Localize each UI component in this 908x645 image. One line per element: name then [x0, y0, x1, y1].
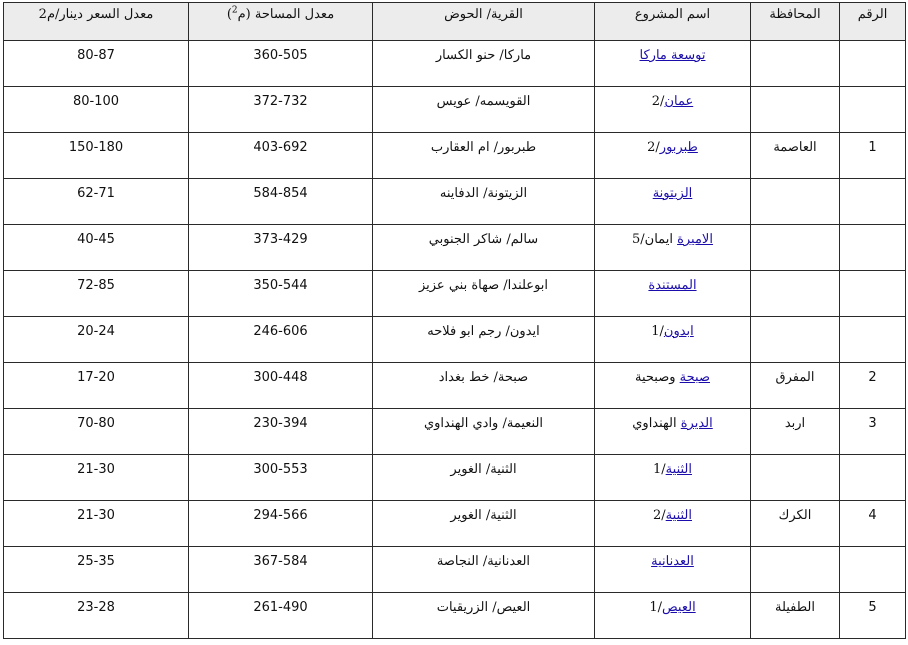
- cell-area: 294-566: [189, 501, 373, 547]
- cell-area: 246-606: [189, 317, 373, 363]
- cell-governorate: [751, 317, 840, 363]
- cell-governorate: العاصمة: [751, 133, 840, 179]
- project-link[interactable]: العيص: [661, 600, 696, 615]
- cell-project: [595, 363, 751, 409]
- table-row: [4, 133, 906, 179]
- project-suffix: الهنداوي: [632, 416, 681, 431]
- project-link[interactable]: الديرة: [680, 416, 713, 431]
- cell-village-basin: ابوعلندا/ صهاة بني عزيز: [373, 271, 595, 317]
- header-no: الرقم: [840, 3, 906, 41]
- cell-no: [840, 455, 906, 501]
- cell-project: [595, 317, 751, 363]
- project-link[interactable]: الثنية: [665, 508, 692, 523]
- cell-village-basin: سالم/ شاكر الجنوبي: [373, 225, 595, 271]
- cell-village-basin: العدنانية/ النجاصة: [373, 547, 595, 593]
- cell-area: 230-394: [189, 409, 373, 455]
- table-row: [4, 87, 906, 133]
- cell-village-basin: القويسمه/ عويس: [373, 87, 595, 133]
- cell-no: [840, 547, 906, 593]
- cell-governorate: [751, 225, 840, 271]
- table-row: [4, 547, 906, 593]
- cell-price: 21-30: [4, 501, 189, 547]
- table-row: [4, 271, 906, 317]
- cell-area: 300-448: [189, 363, 373, 409]
- project-suffix: /2: [647, 140, 660, 155]
- project-suffix: ايمان/5: [632, 232, 678, 247]
- cell-price: 23-28: [4, 593, 189, 639]
- cell-no: [840, 271, 906, 317]
- table-row: [4, 41, 906, 87]
- cell-village-basin: العيص/ الزريقيات: [373, 593, 595, 639]
- cell-project: [595, 225, 751, 271]
- cell-governorate: الطفيلة: [751, 593, 840, 639]
- cell-governorate: الكرك: [751, 501, 840, 547]
- cell-project: [595, 409, 751, 455]
- cell-price: 80-100: [4, 87, 189, 133]
- cell-village-basin: صبحة/ خط بغداد: [373, 363, 595, 409]
- cell-price: 25-35: [4, 547, 189, 593]
- cell-no: [840, 87, 906, 133]
- cell-no: 3: [840, 409, 906, 455]
- table-body: [4, 41, 906, 639]
- cell-no: [840, 179, 906, 225]
- cell-area: 367-584: [189, 547, 373, 593]
- project-suffix: /1: [651, 324, 664, 339]
- project-suffix: وصبحية: [635, 370, 680, 385]
- project-link[interactable]: عمان: [664, 94, 694, 109]
- cell-price: 70-80: [4, 409, 189, 455]
- cell-price: 62-71: [4, 179, 189, 225]
- cell-area: 350-544: [189, 271, 373, 317]
- header-governorate: المحافظة: [751, 3, 840, 41]
- cell-village-basin: الثنية/ الغوير: [373, 455, 595, 501]
- header-village-basin: القرية/ الحوض: [373, 3, 595, 41]
- table-header-row: [4, 3, 906, 41]
- cell-governorate: [751, 87, 840, 133]
- header-area-sup: 2: [231, 5, 238, 16]
- project-suffix: /1: [653, 462, 666, 477]
- cell-area: 261-490: [189, 593, 373, 639]
- cell-project: [595, 87, 751, 133]
- header-price: معدل السعر دينار/م2: [4, 3, 189, 41]
- project-link[interactable]: الاميرة: [677, 232, 713, 247]
- cell-area: 403-692: [189, 133, 373, 179]
- cell-area: 360-505: [189, 41, 373, 87]
- cell-area: 373-429: [189, 225, 373, 271]
- project-link[interactable]: طبربور: [659, 140, 698, 155]
- cell-price: 40-45: [4, 225, 189, 271]
- cell-governorate: [751, 179, 840, 225]
- cell-price: 72-85: [4, 271, 189, 317]
- project-suffix: /1: [649, 600, 662, 615]
- cell-no: [840, 317, 906, 363]
- project-link[interactable]: الثنية: [665, 462, 692, 477]
- cell-price: 21-30: [4, 455, 189, 501]
- cell-project: [595, 179, 751, 225]
- cell-governorate: المفرق: [751, 363, 840, 409]
- cell-village-basin: النعيمة/ وادي الهنداوي: [373, 409, 595, 455]
- cell-price: 150-180: [4, 133, 189, 179]
- cell-project: [595, 133, 751, 179]
- table-row: [4, 317, 906, 363]
- cell-project: [595, 593, 751, 639]
- cell-project: [595, 501, 751, 547]
- land-projects-table: [3, 2, 906, 639]
- cell-no: [840, 41, 906, 87]
- table-row: [4, 225, 906, 271]
- cell-project: [595, 547, 751, 593]
- cell-area: 584-854: [189, 179, 373, 225]
- table-row: [4, 501, 906, 547]
- land-projects-table-sheet: [3, 2, 905, 642]
- cell-price: 20-24: [4, 317, 189, 363]
- cell-no: [840, 225, 906, 271]
- cell-no: 4: [840, 501, 906, 547]
- header-area: [189, 3, 373, 41]
- cell-village-basin: ماركا/ حنو الكسار: [373, 41, 595, 87]
- header-area-suffix: ): [226, 7, 232, 22]
- project-link[interactable]: الزيتونة: [652, 186, 693, 201]
- cell-no: 1: [840, 133, 906, 179]
- cell-price: 17-20: [4, 363, 189, 409]
- table-row: [4, 455, 906, 501]
- cell-no: 2: [840, 363, 906, 409]
- cell-no: 5: [840, 593, 906, 639]
- cell-price: 80-87: [4, 41, 189, 87]
- project-link[interactable]: توسعة ماركا: [639, 48, 706, 63]
- cell-village-basin: طبربور/ ام العقارب: [373, 133, 595, 179]
- header-area-prefix: معدل المساحة (م: [237, 7, 335, 22]
- table-row: [4, 363, 906, 409]
- cell-governorate: [751, 547, 840, 593]
- cell-village-basin: الثنية/ الغوير: [373, 501, 595, 547]
- table-row: [4, 409, 906, 455]
- cell-project: [595, 455, 751, 501]
- project-link[interactable]: العدنانية: [651, 554, 694, 569]
- project-link[interactable]: صبحة: [679, 370, 710, 385]
- cell-governorate: [751, 271, 840, 317]
- table-row: [4, 179, 906, 225]
- project-suffix: /2: [651, 94, 665, 109]
- cell-area: 300-553: [189, 455, 373, 501]
- header-project: اسم المشروع: [595, 3, 751, 41]
- cell-project: [595, 271, 751, 317]
- cell-area: 372-732: [189, 87, 373, 133]
- cell-village-basin: الزيتونة/ الدفاينه: [373, 179, 595, 225]
- project-suffix: /2: [653, 508, 666, 523]
- cell-project: [595, 41, 751, 87]
- cell-governorate: اربد: [751, 409, 840, 455]
- cell-governorate: [751, 41, 840, 87]
- project-link[interactable]: ابدون: [663, 324, 694, 339]
- cell-village-basin: ايدون/ رجم ابو فلاحه: [373, 317, 595, 363]
- table-row: [4, 593, 906, 639]
- cell-governorate: [751, 455, 840, 501]
- project-link[interactable]: المستندة: [648, 278, 697, 293]
